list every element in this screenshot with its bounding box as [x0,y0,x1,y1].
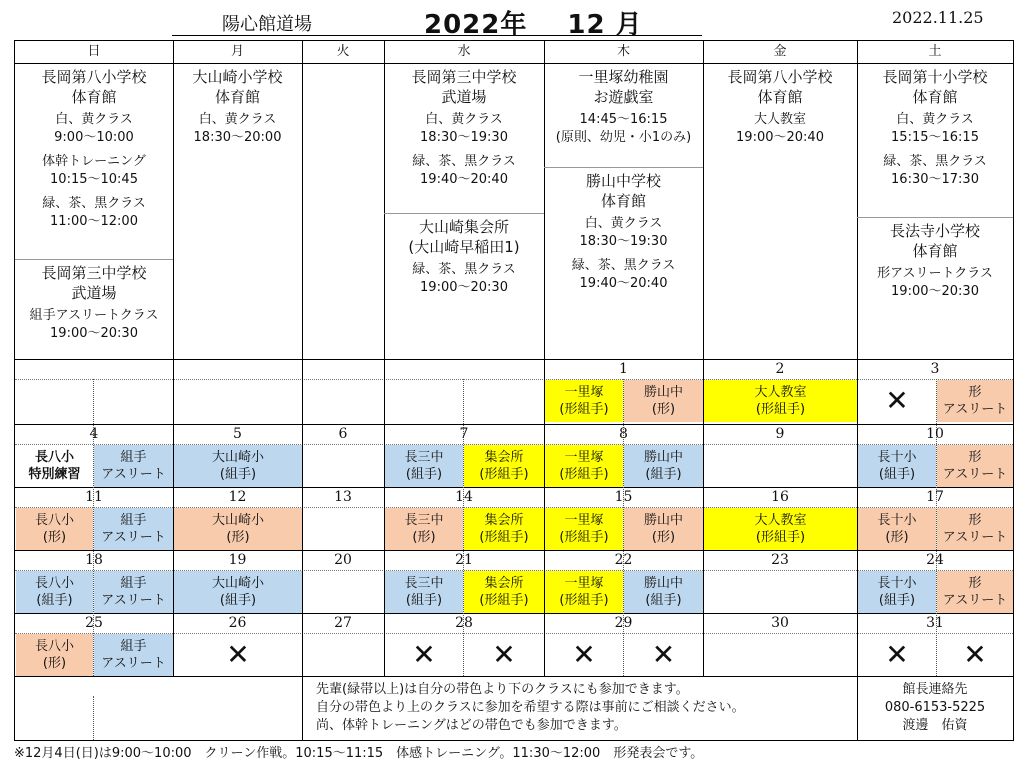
class-line: 11:00〜12:00 [50,214,138,229]
day-number: 24 [926,552,944,568]
day-number: 31 [926,615,944,631]
day-number: 22 [614,552,633,568]
venue-name: 長岡第三中学校 [411,68,517,86]
class-line: 緑、茶、黒クラス [412,262,516,277]
class-cell: 組手 アスリート [94,508,173,550]
class-cell: 長八小 (形) [16,508,93,550]
note-line: 自分の帯色より上のクラスに参加を希望する際は事前にご相談ください。 [316,700,745,715]
note-line: 尚、体幹トレーニングはどの帯色でも参加できます。 [316,718,627,733]
class-cell: 長十小 (組手) [858,571,936,613]
venue-name: 体育館 [600,192,646,210]
class-cell: 長八小 (形) [16,634,93,676]
class-line: 19:00〜20:30 [50,326,138,341]
class-line: 体幹トレーニング [42,154,146,169]
class-cell: ✕ [651,638,676,671]
class-cell: 組手 アスリート [94,445,173,487]
class-cell: 大山崎小 (組手) [174,571,302,613]
day-number: 29 [614,615,633,631]
class-cell: 勝山中 (形) [624,380,703,422]
day-number: 15 [614,489,633,505]
day-number: 9 [775,426,785,442]
day-number: 7 [459,426,469,442]
grid-line [15,63,1013,64]
day-number: 28 [455,615,473,631]
class-line: 緑、茶、黒クラス [42,196,146,211]
venue-name: 体育館 [214,88,260,106]
day-number: 8 [619,426,628,442]
grid-line [302,41,303,676]
footnote: ※12月4日(日)は9:00〜10:00 クリーン作戦。10:15〜11:15 体感トレーニング。11:30〜12:00 形発表会です。 [14,746,704,761]
class-cell: 組手 アスリート [94,571,173,613]
venue-name: 体育館 [757,88,803,106]
grid-line [15,259,173,260]
day-number: 20 [334,552,352,568]
day-number: 18 [85,552,103,568]
class-line: 白、黄クラス [55,112,133,127]
class-line: 19:40〜20:40 [420,172,508,187]
venue-name: 一里塚幼稚園 [578,68,669,86]
venue-name: 長岡第八小学校 [41,68,147,86]
class-line: 白、黄クラス [198,112,277,127]
venue-block [544,67,703,147]
class-cell: 勝山中 (組手) [624,571,703,613]
grid-line [302,676,303,740]
venue-name: 大山崎小学校 [192,68,283,86]
day-number: 23 [771,552,789,568]
month-label: 12 月 [567,10,643,40]
class-cell: 一里塚 (形組手) [545,380,623,422]
venue-name: お遊戯室 [593,88,654,106]
class-cell: 大山崎小 (組手) [174,445,302,487]
class-cell: 形 アスリート [937,508,1013,550]
class-cell: 勝山中 (組手) [624,445,703,487]
day-number: 2 [775,361,785,377]
grid-line [857,217,1013,218]
contact-info [858,681,1012,735]
venue-block [857,221,1013,301]
grid-line [544,167,703,168]
class-line: 緑、茶、黒クラス [883,154,987,169]
day-number: 11 [85,489,103,505]
year-label: 2022年 [424,10,528,40]
class-line: 18:30〜19:30 [420,130,508,145]
day-number: 4 [89,426,99,442]
contact-title: 館長連絡先 [902,682,968,697]
class-cell: 一里塚 (形組手) [545,445,623,487]
class-line: 白、黄クラス [896,112,974,127]
class-cell: 大山崎小 (形) [174,508,302,550]
class-cell: 長八小 (組手) [16,571,93,613]
day-number: 25 [85,615,103,631]
class-line: 9:00〜10:00 [54,130,134,145]
weekday-header: 火 [336,44,350,59]
day-number: 19 [228,552,247,568]
day-number: 6 [338,426,348,442]
class-line: (原則、幼児・小1のみ) [555,130,692,145]
class-line: 16:30〜17:30 [891,172,979,187]
venue-name: 長法寺小学校 [889,222,980,240]
venue-name: 長岡第十小学校 [882,68,988,86]
class-cell: 大人教室 (形組手) [704,380,857,422]
weekday-header: 日 [87,44,101,59]
class-cell: 長三中 (形) [385,508,463,550]
venue-name: 長岡第八小学校 [727,68,833,86]
class-cell: 長十小 (形) [858,508,936,550]
class-line: 19:00〜20:40 [736,130,824,145]
venue-name: 長岡第三中学校 [41,264,147,282]
grid-line [15,676,1013,677]
day-number: 21 [455,552,473,568]
venue-name: (大山崎早稲田1) [408,238,520,256]
calendar-title [424,4,643,41]
class-cell: 組手 アスリート [94,634,173,676]
venue-name: 武道場 [71,284,117,302]
class-cell: 集会所 (形組手) [464,571,544,613]
class-cell: 長三中 (組手) [385,571,463,613]
class-cell: ✕ [492,638,516,671]
class-cell: ✕ [885,638,909,671]
venue-block [703,67,857,147]
class-line: 19:00〜20:30 [420,280,508,295]
class-cell: ✕ [885,384,909,417]
schedule-grid [14,40,1014,741]
contact-phone: 080-6153-5225 [884,700,986,715]
day-number: 5 [233,426,242,442]
day-number: 13 [334,489,352,505]
class-line: 緑、茶、黒クラス [412,154,516,169]
venue-name: 体育館 [71,88,117,106]
venue-block [384,217,544,297]
class-line: 白、黄クラス [584,216,663,231]
class-cell: 長八小 特別練習 [28,450,81,482]
venue-name: 勝山中学校 [585,172,661,190]
day-number: 30 [771,615,789,631]
class-line: 19:00〜20:30 [891,284,979,299]
dojo-name: 陽心館道場 [222,14,312,35]
class-line: 10:15〜10:45 [50,172,138,187]
class-cell: 長十小 (組手) [858,445,936,487]
weekday-header: 水 [457,44,471,59]
class-line: 18:30〜20:00 [193,130,282,145]
class-cell: 形 アスリート [937,571,1013,613]
class-cell: 一里塚 (形組手) [545,571,623,613]
venue-block [15,263,173,343]
class-cell: 一里塚 (形組手) [545,508,623,550]
weekday-header: 木 [616,44,630,59]
venue-block [173,67,302,147]
class-cell: ✕ [412,638,436,671]
class-line: 14:45〜16:15 [579,112,668,127]
class-line: 形アスリートクラス [877,266,993,281]
venue-name: 体育館 [912,88,958,106]
class-line: 白、黄クラス [425,112,503,127]
class-line: 15:15〜16:15 [891,130,979,145]
day-number: 12 [228,489,247,505]
participation-note [316,681,745,735]
venue-block [857,67,1013,189]
weekday-header: 金 [773,44,787,59]
day-number: 26 [228,615,247,631]
grid-line [93,696,94,740]
grid-line [384,213,544,214]
note-line: 先輩(緑帯以上)は自分の帯色より下のクラスにも参加できます。 [316,682,689,697]
class-cell: ✕ [963,638,987,671]
venue-block [15,67,173,231]
weekday-header: 土 [928,44,942,59]
weekday-header: 月 [230,44,244,59]
day-number: 14 [455,489,473,505]
class-line: 組手アスリートクラス [29,308,159,323]
contact-person: 渡邊 佑資 [902,718,968,733]
class-cell: 集会所 (形組手) [464,445,544,487]
class-cell: 長三中 (組手) [385,445,463,487]
day-number: 16 [771,489,789,505]
class-line: 18:30〜19:30 [579,234,668,249]
venue-name: 体育館 [912,242,958,260]
class-cell: ✕ [226,638,250,671]
class-line: 大人教室 [753,112,806,127]
class-cell: 勝山中 (形) [624,508,703,550]
day-number: 3 [930,361,940,377]
class-cell: 形 アスリート [937,380,1013,422]
issue-date: 2022.11.25 [892,8,984,27]
class-cell: ✕ [572,638,596,671]
venue-block [384,67,544,189]
venue-block [544,171,703,293]
day-number: 17 [926,489,944,505]
venue-name: 大山崎集会所 [418,218,509,236]
class-line: 19:40〜20:40 [579,276,668,291]
page-header [0,0,1024,40]
day-number: 10 [926,426,944,442]
class-cell: 形 アスリート [937,445,1013,487]
class-line: 緑、茶、黒クラス [571,258,676,273]
class-cell: 大人教室 (形組手) [704,508,857,550]
day-number: 27 [334,615,352,631]
class-cell: 集会所 (形組手) [464,508,544,550]
day-number: 1 [619,361,628,377]
venue-name: 武道場 [441,88,487,106]
